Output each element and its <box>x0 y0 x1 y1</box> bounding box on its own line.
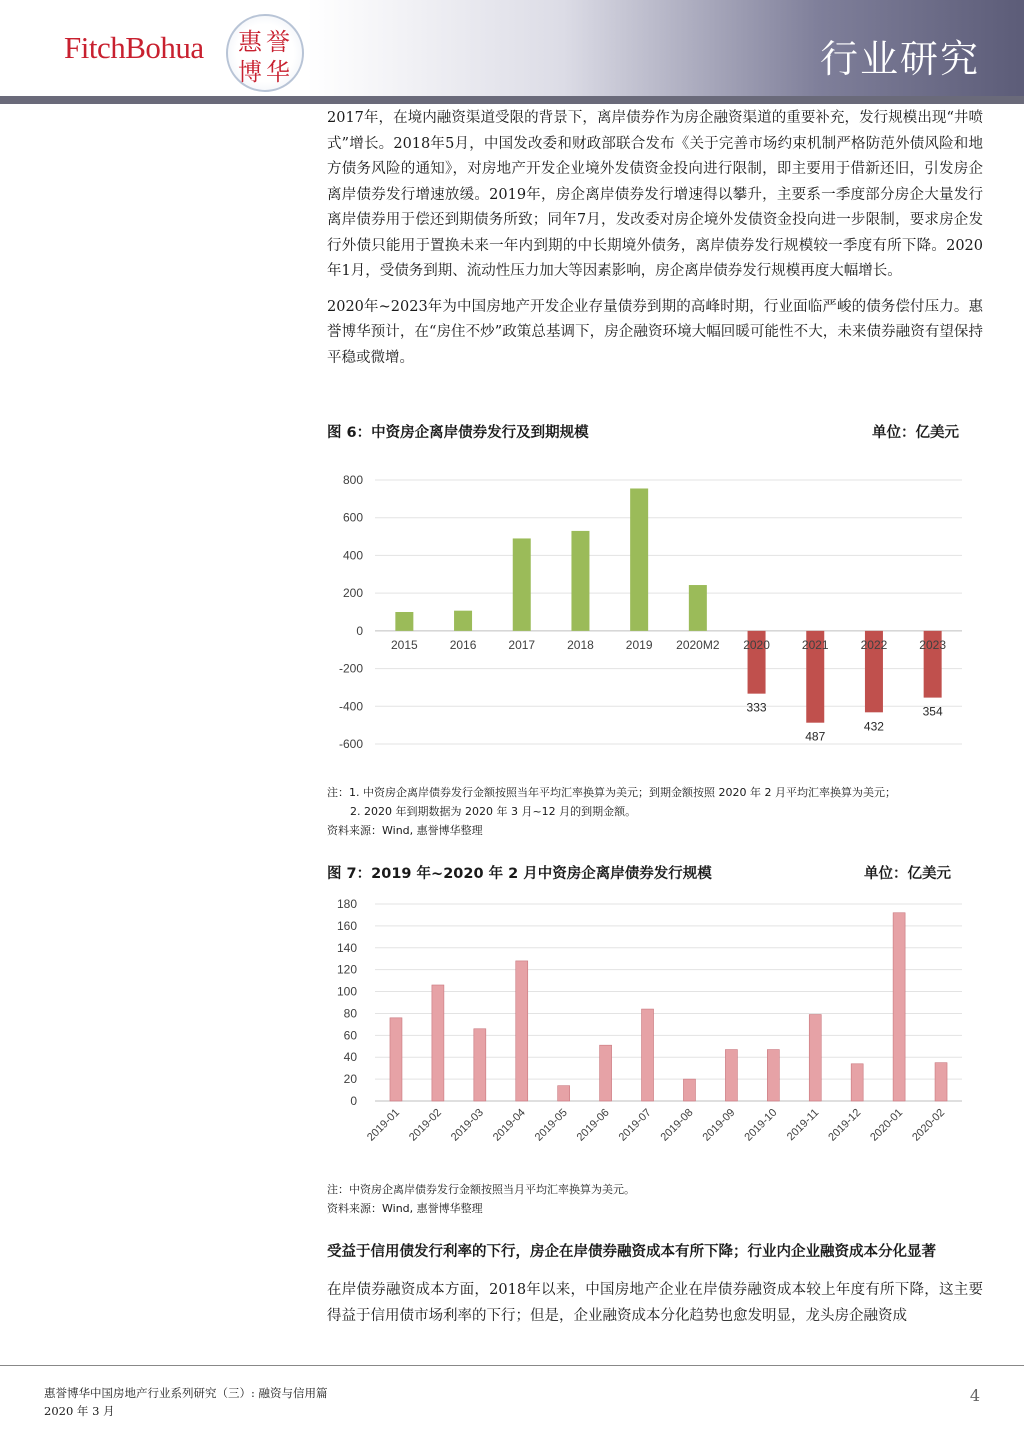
fig6-notes <box>327 783 896 840</box>
fig7-bar <box>935 1063 947 1101</box>
fig6-x-tick-label: 2016 <box>449 637 477 652</box>
fig7-unit: 单位：亿美元 <box>864 866 951 882</box>
fig6-source: 资料来源：Wind, 惠誉博华整理 <box>327 824 483 837</box>
fig7-y-tick-label: 160 <box>336 918 357 933</box>
fig6-bar <box>689 585 707 631</box>
fig7-y-tick-label: 120 <box>336 962 357 977</box>
fig7-x-tick-label: 2020-01 <box>868 1106 906 1144</box>
section-paragraph: 在岸债券融资成本方面，2018年以来，中国房地产企业在岸债券融资成本较上年度有所下降，这主要得益于信用债市场利率的下行；但是，企业融资成本分化趋势也愈发明显，龙头房企融资成 <box>327 1282 983 1324</box>
fig6-bar <box>395 612 413 631</box>
fig7-bar <box>893 913 905 1101</box>
section-heading: 受益于信用债发行利率的下行，房企在岸债券融资成本有所下降；行业内企业融资成本分化显著 <box>327 1244 936 1260</box>
intro-section <box>327 106 983 371</box>
fig6-bar <box>571 531 589 631</box>
fig7-y-tick-label: 180 <box>336 897 357 911</box>
fig6-note-1: 注：1. 中资房企离岸债券发行金额按照当年平均汇率换算为美元；到期金额按照 2020 年 2 月平均汇率换算为美元； <box>327 786 896 799</box>
fig6-x-tick-label: 2021 <box>801 637 829 652</box>
fig6-x-tick-label: 2020M2 <box>676 637 720 652</box>
fig7-x-tick-label: 2019-02 <box>406 1106 445 1144</box>
fig7-x-tick-label: 2019-09 <box>700 1106 738 1144</box>
fig7-x-tick-label: 2019-03 <box>448 1106 486 1144</box>
fig6-x-tick-label: 2020 <box>743 637 770 652</box>
fig7-y-tick-label: 100 <box>336 984 357 999</box>
fig7-bar <box>767 1050 779 1101</box>
intro-paragraph-2: 2020年~2023年为中国房地产开发企业存量债券到期的高峰时期，行业面临严峻的债务偿付压力。惠誉博华预计，在“房住不炒”政策总基调下，房企融资环境大幅回暖可能性不大，未来债券融资有望保持平稳或微增。 <box>327 298 983 366</box>
fig7-y-tick-label: 140 <box>336 940 357 955</box>
footer-divider <box>0 1365 1024 1366</box>
fig6-y-tick-label: 600 <box>342 510 363 525</box>
fig7-x-tick-label: 2019-08 <box>658 1106 696 1144</box>
page-number: 4 <box>969 1386 980 1405</box>
header-divider <box>0 96 1024 104</box>
seal-char-1: 惠 <box>238 28 262 56</box>
fig6-data-label: 432 <box>863 719 884 734</box>
fig6-y-tick-label: -600 <box>338 737 363 751</box>
section-body <box>327 1278 983 1329</box>
fig7-x-tick-label: 2020-02 <box>910 1106 948 1144</box>
fig7-y-tick-label: 60 <box>343 1028 357 1043</box>
fig7-y-tick-label: 40 <box>343 1050 357 1065</box>
fig7-source: 资料来源：Wind, 惠誉博华整理 <box>327 1202 483 1215</box>
fig6-x-tick-label: 2019 <box>625 637 653 652</box>
fig7-bar <box>432 985 444 1101</box>
seal-char-2: 誉 <box>266 28 290 56</box>
fig7-title-text: 图 7：2019 年~2020 年 2 月中资房企离岸债券发行规模 <box>327 866 712 882</box>
footer-date: 2020 年 3 月 <box>44 1404 115 1418</box>
fig6-bar <box>454 611 472 631</box>
fig6-data-label: 487 <box>805 729 826 744</box>
fig6-bar-chart <box>327 462 977 762</box>
fig7-bar <box>683 1079 695 1101</box>
fig6-y-tick-label: 0 <box>356 623 363 638</box>
fig6-y-tick-label: 400 <box>342 548 363 563</box>
fig6-y-tick-label: -200 <box>338 661 363 676</box>
fig6-x-tick-label: 2022 <box>860 637 888 652</box>
fig6-data-label: 354 <box>922 704 943 719</box>
bohua-seal-logo <box>226 14 304 92</box>
fig6-y-tick-label: 800 <box>342 473 363 487</box>
fig6-x-tick-label: 2015 <box>390 637 418 652</box>
fig7-bar <box>390 1018 402 1101</box>
fig7-x-tick-label: 2019-06 <box>574 1106 612 1144</box>
fig7-bar <box>809 1015 821 1101</box>
fig6-x-tick-label: 2018 <box>567 637 594 652</box>
fig7-y-tick-label: 20 <box>343 1072 357 1087</box>
fig7-x-tick-label: 2019-05 <box>532 1106 570 1144</box>
fig7-bar <box>725 1050 737 1101</box>
fig7-x-tick-label: 2019-01 <box>365 1106 403 1144</box>
footer-series-title: 惠誉博华中国房地产行业系列研究（三）: 融资与信用篇 <box>44 1386 328 1400</box>
fig6-x-tick-label: 2023 <box>919 637 947 652</box>
fig6-unit: 单位：亿美元 <box>872 425 959 441</box>
fig7-x-tick-label: 2019-07 <box>616 1106 654 1144</box>
fig6-note-2: 2. 2020 年到期数据为 2020 年 3 月~12 月的到期金额。 <box>350 805 637 818</box>
fig7-bar <box>558 1086 570 1101</box>
fig6-bar <box>630 488 648 630</box>
fig7-bar-chart <box>327 890 977 1170</box>
fig7-bar <box>516 961 528 1101</box>
fig6-title-text: 图 6：中资房企离岸债券发行及到期规模 <box>327 425 589 441</box>
fig6-y-tick-label: -400 <box>338 699 363 714</box>
fig7-bar <box>642 1009 654 1101</box>
header-title: 行业研究 <box>819 37 980 81</box>
fig7-y-tick-label: 0 <box>350 1094 357 1108</box>
fig6-bar <box>513 538 531 630</box>
seal-char-3: 博 <box>238 58 262 86</box>
fig7-x-tick-label: 2019-04 <box>490 1106 528 1144</box>
fig7-y-tick-label: 80 <box>343 1006 357 1021</box>
fig6-title <box>327 421 959 442</box>
fig6-data-label: 333 <box>746 700 767 715</box>
fig7-bar <box>851 1064 863 1101</box>
fig7-notes <box>327 1180 635 1218</box>
page-header <box>0 0 1024 96</box>
fig6-x-tick-label: 2017 <box>508 637 536 652</box>
fitchbohua-logo: FitchBohua <box>64 30 204 65</box>
fig7-x-tick-label: 2019-11 <box>784 1106 822 1144</box>
fig6-y-tick-label: 200 <box>342 586 363 601</box>
intro-paragraph-1: 2017年，在境内融资渠道受限的背景下，离岸债券作为房企融资渠道的重要补充，发行规模出现“井喷式”增长。2018年5月，中国发改委和财政部联合发布《关于完善市场约束机制严格防范外债风险和地方债务风险的通知》，对房地产开发企业境外发债资金投向进行限制，即主要用于借新还旧，引发房企离岸债券发行增速放缓。2019年，房企离岸债券发行增速得以攀升，主要系一季度部分房企大量发行离岸债券用于偿还到期债务所致；同年7月，发改委对房企境外发债资金投向进一步限制，要求房企发行外债只能用于置换未来一年内到期的中长期境外债务，离岸债券发行规模较一季度有所下降。2020年1月，受债务到期、流动性压力加大等因素影响，房企离岸债券发行规模再度大幅增长。 <box>327 110 983 279</box>
fig7-title <box>327 862 951 883</box>
fig7-bar <box>600 1045 612 1101</box>
fig7-x-tick-label: 2019-10 <box>742 1106 780 1144</box>
fig7-note: 注：中资房企离岸债券发行金额按照当月平均汇率换算为美元。 <box>327 1183 635 1196</box>
fig7-x-tick-label: 2019-12 <box>826 1106 864 1144</box>
seal-char-4: 华 <box>266 58 290 86</box>
fig7-bar <box>474 1029 486 1101</box>
